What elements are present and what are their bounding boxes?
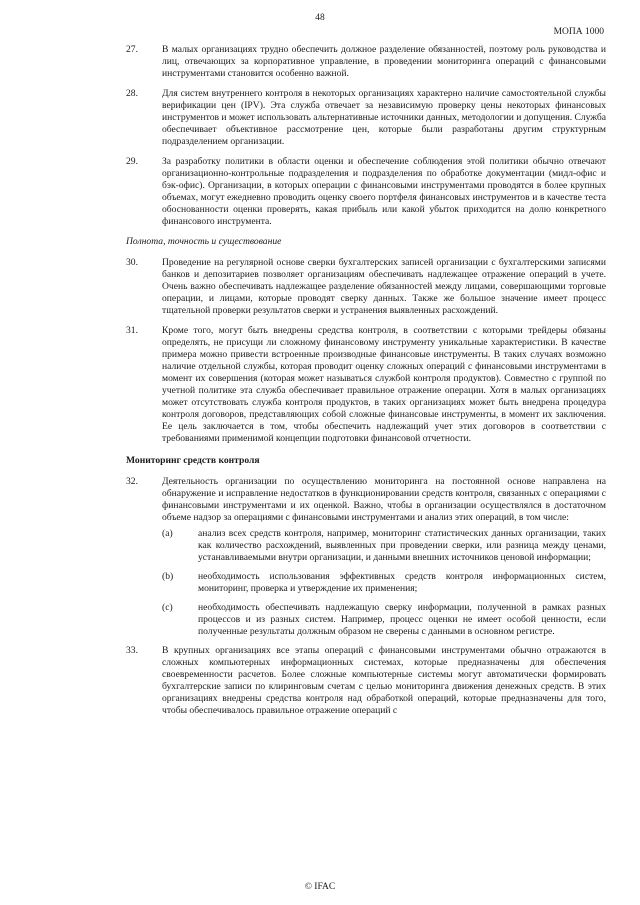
paragraph-29 — [126, 156, 606, 228]
paragraph-text: За разработку политики в области оценки и обеспечение соблюдения этой политики обычно отвечают организационно-контрольные подразделения и подразделения по обработке документации (мидл-офис и бэк-офис). Организации, в которых операции с финансовыми инструментами проводятся в более крупных объемах, могут ежедневно проводить оценку своего портфеля финансовых инструментов и в качестве теста обоснованности оценки проверять, какая прибыль или какой убыток приходится на долю конкретного финансового инструмента. — [162, 156, 606, 227]
running-head: МОПА 1000 — [553, 27, 604, 37]
list-marker: (c) — [162, 602, 173, 613]
list-item-text: необходимость обеспечивать надлежащую сверку информации, полученной в рамках разных процессов и из разных систем. Например, процесс оценки не имеет особой ценности, если полученные результаты должным образом не сверены с данными в основном регистре. — [198, 602, 606, 637]
paragraph-text: Кроме того, могут быть внедрены средства контроля, в соответствии с которыми трейдеры обязаны определять, не присущи ли сложному финансовому инструменту уникальные характеристики. В качестве примера можно привести встроенные производные финансовые инструменты. В таких случаях возможно наличие отдельной службы, которая проводит оценку сложных операций с финансовыми инструментами в момент их совершения (которая может называться службой контроля продуктов). Совместно с группой по учетной политике эта служба обеспечивает правильное отражение операции. Хотя в малых организациях может отсутствовать служба контроля продуктов, в таких организациях может быть внедрена процедура контроля договоров, представляющих собой сложные финансовые инструменты, в момент их заключения. Ее цель заключается в том, чтобы обеспечить надлежащий учет этих договоров в соответствии с требованиями применимой концепции подготовки финансовой отчетности. — [162, 325, 606, 444]
section-heading: Мониторинг средств контроля — [126, 455, 260, 466]
paragraph-number: 31. — [126, 325, 138, 336]
page-content — [126, 44, 606, 725]
footer-copyright: © IFAC — [304, 882, 336, 892]
paragraph-number: 28. — [126, 88, 138, 99]
paragraph-28 — [126, 88, 606, 148]
paragraph-text: Проведение на регулярной основе сверки бухгалтерских записей организации с бухгалтерскими записями банков и депозитариев позволяет организациям обеспечивать надлежащее отражение операций в учете. Очень важно обеспечивать надлежащее разделение обязанностей между лицами, совершающими торговые операции, и лицами, которые проводят сверку данных. Также же большое значение имеет процесс тщательной проверки результатов сверки и устранения выявленных расхождений. — [162, 257, 606, 316]
subheading: Полнота, точность и существование — [126, 236, 282, 247]
paragraph-number: 32. — [126, 476, 138, 487]
list-item-text: анализ всех средств контроля, например, мониторинг статистических данных организации, таких как количество расхождений, выявленных при проведении сверки, или разница между ценами, устанавливаемыми внутри организации, и данными внешних источников ценовой информации; — [198, 528, 606, 563]
paragraph-number: 33. — [126, 645, 138, 656]
paragraph-32 — [126, 476, 606, 524]
list-marker: (b) — [162, 571, 174, 582]
paragraph-text: Для систем внутреннего контроля в некоторых организациях характерно наличие самостоятельной службы верификации цен (IPV). Эта служба отвечает за независимую проверку цены некоторых финансовых инструментов и может использовать альтернативные источники данных, методологии и допущения. Служба обеспечивает объективное рассмотрение цен, которые были разработаны другим структурным подразделением организации. — [162, 88, 606, 147]
page-number: 48 — [315, 13, 325, 23]
list-marker: (a) — [162, 528, 173, 539]
list-item-a — [162, 528, 606, 564]
paragraph-number: 30. — [126, 257, 138, 268]
paragraph-27 — [126, 44, 606, 80]
paragraph-text: Деятельность организации по осуществлению мониторинга на постоянной основе направлена на обнаружение и исправление недостатков в функционировании средств контроля, связанных с операциями с финансовыми инструментами и их оценкой. Важно, чтобы в организации осуществлялся в достаточном объеме надзор за операциями с финансовыми инструментами и анализ этих операций, в том числе: — [162, 476, 606, 523]
list-item-c — [162, 602, 606, 638]
paragraph-text: В крупных организациях все этапы операций с финансовыми инструментами обычно отражаются в сложных компьютерных информационных системах, которые предназначены для обеспечения своевременности расчетов. Более сложные компьютерные системы могут автоматически формировать бухгалтерские записи по клиринговым счетам с целью мониторинга движения денежных средств. В этих организациях внедрены средства контроля над обработкой операций, которые предназначены для того, чтобы обеспечивалось правильное отражение операций с — [162, 645, 606, 716]
paragraph-number: 27. — [126, 44, 138, 55]
paragraph-text: В малых организациях трудно обеспечить должное разделение обязанностей, поэтому роль руководства и лиц, отвечающих за корпоративное управление, в проведении мониторинга операций с финансовыми инструментами становится особенно важной. — [162, 44, 606, 79]
paragraph-31 — [126, 325, 606, 445]
list-item-text: необходимость использования эффективных средств контроля информационных систем, мониторинг, проверка и утверждение их применения; — [198, 571, 606, 594]
paragraph-33 — [126, 645, 606, 717]
paragraph-number: 29. — [126, 156, 138, 167]
list-item-b — [162, 571, 606, 595]
paragraph-30 — [126, 257, 606, 317]
